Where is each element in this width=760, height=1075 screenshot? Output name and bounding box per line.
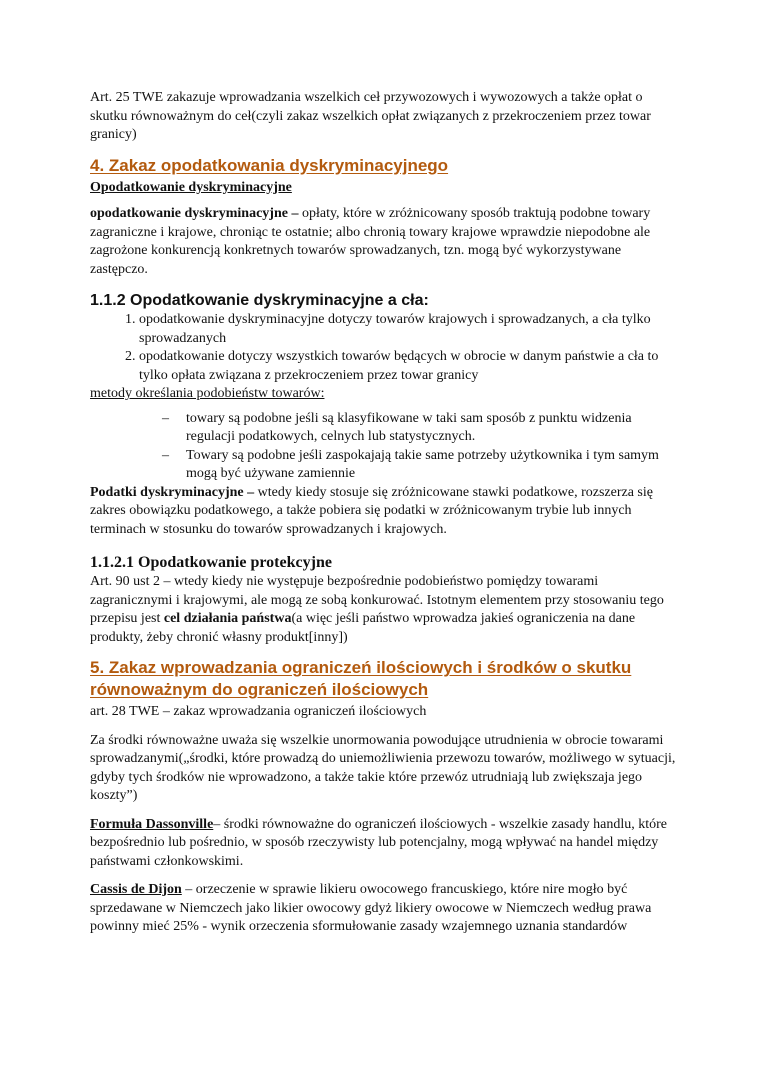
duties-comparison-list <box>90 311 680 385</box>
list-item: – towary są podobne jeśli są klasyfikowane w taki sam sposób z punktu widzenia regulacji podatkowych, celnych lub statystycznych. <box>186 410 680 447</box>
definition-paragraph <box>90 205 680 279</box>
discriminatory-taxes-paragraph <box>90 484 680 540</box>
cassis-text: – orzeczenie w sprawie likieru owocowego francuskiego, które nire mogło być sprzedawane w Niemczech jako likier owocowy gdyż likiery owocowe w Niemczech według prawa powinny mieć 25% - wynik orzeczenia sformułowanie zasady wzajemnego uznania standardów <box>90 882 652 934</box>
dassonville-text: – środki równoważne do ograniczeń ilościowych - wszelkie zasady handlu, które bezpośrednio lub pośrednio, w sposób rzeczywisty lub potencjalny, mogą wpływać na handel między państwami członkowskimi. <box>90 816 667 869</box>
list-item: – Towary są podobne jeśli zaspokajają takie same potrzeby użytkownika i tym samym mogą być używane zamiennie <box>186 447 680 484</box>
similarity-methods-label: metody określania podobieństw towarów: <box>90 386 325 401</box>
list-item: 1. opodatkowanie dyskryminacyjne dotyczy towarów krajowych i sprowadzanych, a cła tylko sprowadzanych <box>139 311 680 348</box>
intro-paragraph: Art. 25 TWE zakazuje wprowadzania wszelkich ceł przywozowych i wywozowych a także opłat o skutku równoważnym do ceł(czyli zakaz wszelkich opłat związanych z przekroczeniem przez towar granicy) <box>90 90 651 142</box>
section-4-heading: 4. Zakaz opodatkowania dyskryminacyjnego <box>90 155 449 175</box>
art-28-line: art. 28 TWE – zakaz wprowadzania ograniczeń ilościowych <box>90 704 427 719</box>
definition-text: opłaty, które w zróżnicowany sposób traktują podobne towary zagraniczne i krajowe, chroniąc te ostatnie; albo chronią towary krajowe wprawdzie niepodobne ale zagrożone konkurencją konkretnych towarów sprowadzanych, tzn. mogą być wykorzystywane zastępczo. <box>90 206 651 277</box>
section-5-heading: 5. Zakaz wprowadzania ograniczeń ilościowych i środków o skutku równoważnym do ograniczeń ilościowych <box>90 658 632 699</box>
similarity-methods-list <box>90 410 680 484</box>
section-1-1-2-1-heading: 1.1.2.1 Opodatkowanie protekcyjne <box>90 554 332 571</box>
discriminatory-taxes-term: Podatki dyskryminacyjne – <box>90 484 255 500</box>
protective-text-start: Art. 90 ust 2 – wtedy kiedy nie występuje bezpośrednie podobieństwo pomiędzy towarami zagranicznymi i krajowymi, ale mogą ze sobą konkurować. Istotnym elementem przy stosowaniu tego przepisu jest <box>90 574 664 626</box>
section-1-1-2-heading: 1.1.2 Opodatkowanie dyskryminacyjne a cła: <box>90 292 429 309</box>
discriminatory-taxes-text: wtedy kiedy stosuje się zróżnicowane stawki podatkowe, rozszerza się zakres obowiązku podatkowego, a także pobiera się podatki w zróżnicowanym trybie lub innych terminach w stosunku do towarów sprowadzanych i krajowych. <box>90 484 653 537</box>
cassis-term: Cassis de Dijon <box>90 882 182 897</box>
cassis-paragraph <box>90 881 680 937</box>
definition-term: opodatkowanie dyskryminacyjne – <box>90 206 299 221</box>
protective-taxation-paragraph <box>90 573 680 647</box>
section-4-subheading: Opodatkowanie dyskryminacyjne <box>90 179 292 195</box>
protective-text-end: (a więc jeśli państwo wprowadza jakieś ograniczenia na dane produkty, żeby chronić własny produkt[inny]) <box>90 611 636 645</box>
dassonville-term: Formuła Dassonville <box>90 816 214 832</box>
list-item: 2. opodatkowanie dotyczy wszystkich towarów będących w obrocie w danym państwie a cła to tylko opłata związana z przekroczeniem przez towar granicy <box>139 348 680 385</box>
protective-text-bold: cel działania państwa <box>163 611 292 626</box>
dassonville-paragraph <box>90 816 680 872</box>
equivalent-measures-paragraph: Za środki równoważne uważa się wszelkie unormowania powodujące utrudnienia w obrocie towarami sprowadzanymi(„środki, które prowadzą do uniemożliwienia przewozu towarów, możliwego w sytuacji, gdyby tych środków nie wprowadzono, a także takie które przewóz utrudniają lub zwiększaja jego koszty”) <box>90 732 676 803</box>
